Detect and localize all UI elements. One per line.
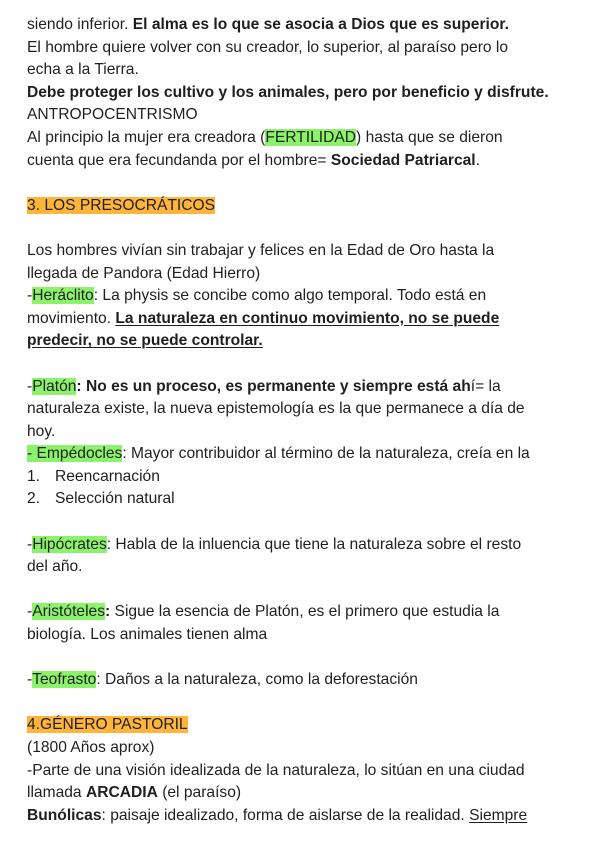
intro-line-3: echa a la Tierra. (27, 61, 139, 79)
bold-text: El alma es lo que se asocia a Dios que es superior. (132, 16, 509, 33)
bold-text: : No es un proceso, es permanente y siempre está ah (76, 377, 471, 395)
bold-text: ARCADIA (85, 784, 158, 802)
intro-line-5: ANTROPOCENTRISMO (27, 106, 198, 124)
highlight-empedocles (27, 445, 122, 462)
list-text: Selección natural (55, 490, 175, 508)
underlined-text: Siempre (469, 806, 528, 824)
bold-text: Bunólicas (27, 806, 102, 824)
text: í= la (470, 377, 501, 395)
heraclito-line-3 (27, 330, 587, 353)
intro-line-4: Debe proteger los cultivo y los animales, pero por beneficio y disfrute. (27, 83, 549, 101)
intro-line-7 (27, 150, 587, 173)
aristoteles-line-2: biología. Los animales tienen alma (27, 626, 268, 644)
blank-line (27, 172, 587, 195)
hipocrates-line-1 (27, 534, 587, 557)
highlight-aristoteles: Aristóteles (32, 603, 106, 621)
dash: - (27, 535, 33, 553)
section-heading-highlight: 4.GÉNERO PASTORIL (27, 716, 188, 734)
highlight-platon: Platón (32, 377, 77, 395)
list-number: 2. (27, 490, 41, 508)
underlined-bold-text: predecir, no se puede controlar. (27, 332, 263, 350)
dash: - (27, 377, 33, 395)
blank-line (27, 692, 587, 715)
section-4-heading (27, 714, 587, 737)
teofrasto-line-1 (27, 669, 587, 692)
text: Al principio la mujer era creadora ( (27, 128, 266, 146)
s4-line-3 (27, 782, 587, 805)
text: : paisaje idealizado, forma de aislarse de la realidad. (101, 806, 470, 824)
list-item (27, 488, 587, 511)
underlined-bold-text: La naturaleza en continuo movimiento, no se puede (115, 309, 500, 327)
list-number: 1. (27, 467, 41, 485)
list-text: Reencarnación (55, 467, 160, 485)
s3-paragraph-line-1: Los hombres vivían sin trabajar y felices en la Edad de Oro hasta la (27, 241, 495, 259)
hipocrates-line-2: del año. (27, 558, 83, 576)
blank-line (27, 511, 587, 534)
text: siendo inferior. (27, 16, 133, 33)
s4-line-2: -Parte de una visión idealizada de la naturaleza, lo sitúan en una ciudad (27, 761, 525, 779)
blank-line (27, 353, 587, 376)
intro-line-1 (27, 14, 587, 37)
aristoteles-line-1 (27, 601, 587, 624)
highlight-hipocrates: Hipócrates (32, 535, 107, 553)
empedocles-line-1 (27, 443, 587, 466)
text: : Mayor contribuidor al término de la naturaleza, creía en la (122, 445, 530, 463)
highlight-fertilidad: FERTILIDAD (265, 128, 357, 146)
section-3-heading (27, 195, 587, 218)
intro-line-6 (27, 127, 587, 150)
heraclito-line-1 (27, 285, 587, 308)
text: llamada (27, 784, 86, 802)
intro-line-2: El hombre quiere volver con su creador, lo superior, al paraíso pero lo (27, 38, 509, 56)
section-heading-highlight: 3. LOS PRESOCRÁTICOS (27, 196, 216, 214)
platon-line-1 (27, 376, 587, 399)
platon-line-2: naturaleza existe, la nueva epistemología es la que permanece a día de (27, 400, 525, 418)
blank-line (27, 647, 587, 670)
name: Empédocles (36, 445, 123, 463)
highlight-teofrasto: Teofrasto (32, 671, 97, 689)
dash: - (27, 445, 37, 463)
s4-line-1: (1800 Años aprox) (27, 739, 155, 756)
s3-paragraph-line-2: llegada de Pandora (Edad Hierro) (27, 264, 261, 282)
blank-line (27, 579, 587, 602)
text: (el paraíso) (157, 784, 242, 802)
blank-line (27, 217, 587, 240)
dash: - (27, 287, 33, 305)
document-page (27, 14, 587, 827)
dash: - (27, 671, 33, 689)
dash: - (27, 603, 33, 621)
text: : Habla de la inluencia que tiene la naturaleza sobre el resto (106, 535, 522, 553)
text: Sigue la esencia de Platón, es el primero que estudia la (110, 603, 500, 621)
bold-text: : (105, 603, 111, 621)
text: : La physis se concibe como algo temporal. Todo está en (93, 287, 487, 305)
heraclito-line-2 (27, 308, 587, 331)
text: cuenta que era fecundanda por el hombre= (27, 151, 331, 169)
list-item (27, 466, 587, 489)
text: movimiento. (27, 309, 116, 327)
platon-line-3: hoy. (27, 422, 56, 440)
s4-line-4 (27, 805, 587, 828)
text: ) hasta que se dieron (356, 128, 503, 146)
text: . (475, 151, 480, 169)
bold-text: Sociedad Patriarcal (330, 151, 476, 169)
text: : Daños a la naturaleza, como la deforestación (96, 671, 418, 689)
highlight-heraclito: Heráclito (32, 287, 94, 305)
